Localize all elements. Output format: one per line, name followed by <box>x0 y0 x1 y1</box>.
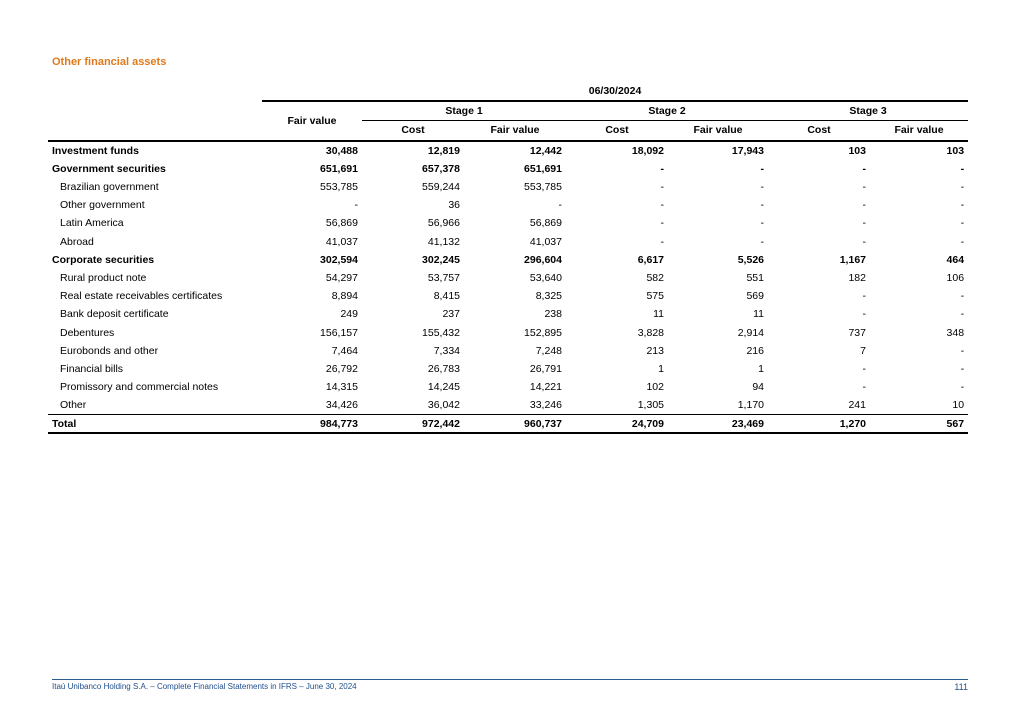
table-row <box>48 396 968 415</box>
row-value: 11 <box>753 308 764 321</box>
row-value: 152,895 <box>524 326 562 339</box>
row-value: - <box>862 181 866 194</box>
row-value: 56,869 <box>325 217 358 230</box>
row-value: 1,305 <box>637 399 664 412</box>
row-value: - <box>760 181 764 194</box>
row-value: 1,167 <box>839 253 866 266</box>
row-value: - <box>960 181 965 194</box>
table-row <box>48 415 968 434</box>
row-value: 36 <box>448 199 460 212</box>
table-row <box>48 160 968 178</box>
table-row <box>48 378 968 396</box>
row-value: 103 <box>946 144 965 157</box>
row-value: 348 <box>946 326 965 339</box>
financial-assets-table <box>48 82 968 434</box>
row-value: 657,378 <box>422 162 460 175</box>
row-value: 155,432 <box>422 326 460 339</box>
row-value: 8,415 <box>433 290 460 303</box>
row-value: 12,442 <box>529 144 562 157</box>
row-value: 302,245 <box>422 253 460 266</box>
row-value: 41,037 <box>529 235 562 248</box>
row-value: - <box>660 235 664 248</box>
row-value: 56,966 <box>427 217 460 230</box>
row-value: - <box>862 235 866 248</box>
row-value: - <box>960 362 965 375</box>
row-label: Eurobonds and other <box>60 344 159 357</box>
stage-3-header: Stage 3 <box>768 101 968 121</box>
row-value: 41,037 <box>325 235 358 248</box>
row-value: 1 <box>758 362 764 375</box>
row-value: 10 <box>952 399 965 412</box>
row-value: 18,092 <box>631 144 664 157</box>
row-value: 567 <box>870 415 968 434</box>
row-label: Brazilian government <box>60 181 159 194</box>
table-row <box>48 305 968 323</box>
row-value: - <box>960 235 965 248</box>
row-value: 1 <box>658 362 664 375</box>
stage-2-cost-header: Cost <box>566 121 668 141</box>
row-value: 302,594 <box>320 253 358 266</box>
stage-header-row <box>48 101 968 121</box>
row-value: 216 <box>746 344 764 357</box>
table-row <box>48 178 968 196</box>
row-value: 17,943 <box>731 144 764 157</box>
table-row <box>48 323 968 341</box>
row-value: 972,442 <box>362 415 464 434</box>
row-value: - <box>960 308 965 321</box>
row-value: - <box>660 162 664 175</box>
row-value: 36,042 <box>427 399 460 412</box>
row-value: - <box>862 199 866 212</box>
footer-divider <box>52 679 968 680</box>
stage-1-cost-header: Cost <box>362 121 464 141</box>
row-value: 34,426 <box>325 399 358 412</box>
row-value: 26,792 <box>325 362 358 375</box>
date-header: 06/30/2024 <box>262 82 968 101</box>
row-value: 553,785 <box>320 181 358 194</box>
row-label: Rural product note <box>60 271 147 284</box>
row-value: 296,604 <box>524 253 562 266</box>
row-value: - <box>760 199 764 212</box>
row-value: 551 <box>746 271 764 284</box>
row-value: 24,709 <box>566 415 668 434</box>
stage-2-header: Stage 2 <box>566 101 768 121</box>
row-value: - <box>960 344 965 357</box>
row-value: 182 <box>848 271 866 284</box>
row-label: Corporate securities <box>52 253 155 266</box>
row-value: 249 <box>340 308 358 321</box>
row-value: 1,270 <box>768 415 870 434</box>
row-value: 102 <box>646 381 664 394</box>
table-row <box>48 269 968 287</box>
stage-3-cost-header: Cost <box>768 121 870 141</box>
stage-1-header: Stage 1 <box>362 101 566 121</box>
table-row <box>48 342 968 360</box>
row-value: - <box>862 381 866 394</box>
row-value: - <box>660 199 664 212</box>
row-label: Latin America <box>60 217 124 230</box>
row-label: Abroad <box>60 235 94 248</box>
row-value: 54,297 <box>325 271 358 284</box>
row-value: 7,248 <box>535 344 562 357</box>
row-value: 582 <box>646 271 664 284</box>
row-label: Other <box>60 399 87 412</box>
row-value: 241 <box>848 399 866 412</box>
row-value: 6,617 <box>637 253 664 266</box>
fair-value-header: Fair value <box>262 101 362 140</box>
table-row <box>48 196 968 214</box>
row-value: 238 <box>544 308 562 321</box>
row-value: 12,819 <box>427 144 460 157</box>
row-value: 14,315 <box>325 381 358 394</box>
row-value: 33,246 <box>529 399 562 412</box>
table-row <box>48 360 968 378</box>
row-value: - <box>960 290 965 303</box>
row-value: 8,894 <box>331 290 358 303</box>
row-value: 569 <box>746 290 764 303</box>
row-value: 53,640 <box>529 271 562 284</box>
row-value: - <box>960 381 965 394</box>
row-value: 30,488 <box>325 144 358 157</box>
table-row <box>48 214 968 232</box>
row-value: - <box>960 217 965 230</box>
row-value: 737 <box>848 326 866 339</box>
row-label: Promissory and commercial notes <box>60 381 219 394</box>
row-value: - <box>760 217 764 230</box>
row-value: 11 <box>653 308 664 321</box>
row-label: Other government <box>60 199 145 212</box>
row-value: 103 <box>848 144 866 157</box>
row-value: - <box>660 181 664 194</box>
row-value: 7,464 <box>331 344 358 357</box>
row-value: 575 <box>646 290 664 303</box>
row-value: 7 <box>860 344 866 357</box>
row-value: - <box>760 162 764 175</box>
row-value: - <box>960 199 965 212</box>
row-value: 5,526 <box>737 253 764 266</box>
empty-corner <box>48 82 262 101</box>
footer-text: Itaú Unibanco Holding S.A. – Complete Financial Statements in IFRS – June 30, 2024 <box>52 682 357 691</box>
row-value: 8,325 <box>535 290 562 303</box>
row-label: Bank deposit certificate <box>60 308 169 321</box>
row-value: 94 <box>752 381 764 394</box>
row-value: 237 <box>442 308 460 321</box>
row-label: Investment funds <box>52 144 139 157</box>
row-value: - <box>862 290 866 303</box>
row-value: 559,244 <box>422 181 460 194</box>
stage-3-fair-value-header: Fair value <box>870 121 968 141</box>
row-value: 213 <box>646 344 664 357</box>
row-value: 56,869 <box>529 217 562 230</box>
row-value: - <box>862 217 866 230</box>
date-header-row <box>48 82 968 101</box>
row-value: 553,785 <box>524 181 562 194</box>
row-value: 53,757 <box>427 271 460 284</box>
stage-2-fair-value-header: Fair value <box>668 121 768 141</box>
row-value: 26,783 <box>427 362 460 375</box>
table-row <box>48 251 968 269</box>
table-row <box>48 287 968 305</box>
row-value: - <box>354 199 358 212</box>
row-label: Total <box>48 415 262 434</box>
row-value: 26,791 <box>529 362 562 375</box>
stage-1-fair-value-header: Fair value <box>464 121 566 141</box>
row-value: 2,914 <box>737 326 764 339</box>
row-label: Real estate receivables certificates <box>60 290 223 303</box>
section-title: Other financial assets <box>52 56 167 68</box>
row-value: 1,170 <box>737 399 764 412</box>
row-value: 156,157 <box>320 326 358 339</box>
row-value: 23,469 <box>668 415 768 434</box>
row-value: 14,245 <box>427 381 460 394</box>
row-value: 3,828 <box>637 326 664 339</box>
row-label: Debentures <box>60 326 115 339</box>
row-value: 41,132 <box>427 235 460 248</box>
row-value: - <box>660 217 664 230</box>
row-value: - <box>760 235 764 248</box>
row-value: - <box>960 162 965 175</box>
row-label: Financial bills <box>60 362 124 375</box>
page-number: 111 <box>954 682 968 692</box>
row-value: - <box>862 308 866 321</box>
empty-label-header <box>48 101 262 140</box>
row-value: 984,773 <box>262 415 362 434</box>
row-value: 960,737 <box>464 415 566 434</box>
table-row <box>48 233 968 251</box>
row-value: - <box>862 362 866 375</box>
row-label: Government securities <box>52 162 166 175</box>
row-value: 7,334 <box>433 344 460 357</box>
row-value: - <box>862 162 866 175</box>
row-value: 651,691 <box>320 162 358 175</box>
row-value: 106 <box>946 271 965 284</box>
row-value: 14,221 <box>529 381 562 394</box>
row-value: 651,691 <box>524 162 562 175</box>
row-value: - <box>558 199 562 212</box>
row-value: 464 <box>946 253 965 266</box>
table-row <box>48 141 968 160</box>
